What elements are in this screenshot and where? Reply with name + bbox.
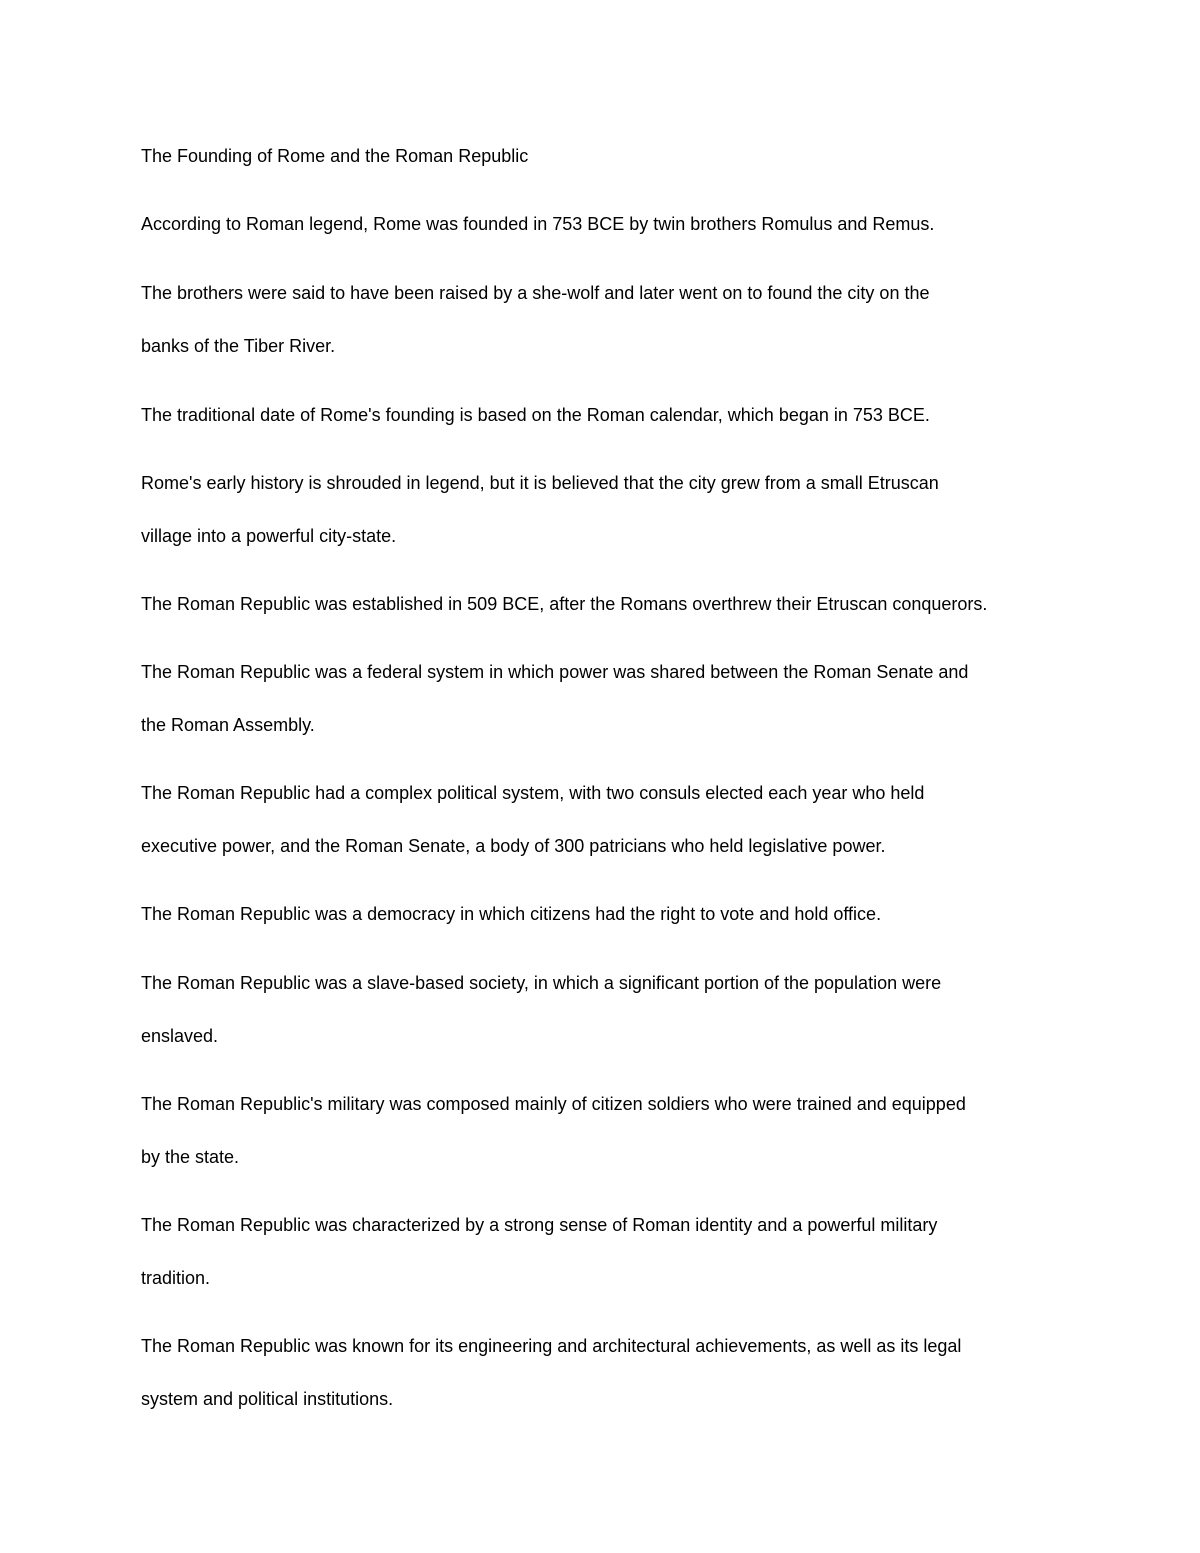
text-line: tradition.: [141, 1268, 211, 1288]
text-line: the Roman Assembly.: [141, 715, 315, 735]
text-line: The Roman Republic was characterized by a strong sense of Roman identity and a powerful military: [141, 1215, 938, 1235]
text-line: The Roman Republic was established in 509 BCE, after the Romans overthrew their Etruscan conquerors.: [141, 594, 988, 614]
text-line: by the state.: [141, 1147, 240, 1167]
text-line: According to Roman legend, Rome was founded in 753 BCE by twin brothers Romulus and Remus.: [141, 214, 935, 234]
text-line: executive power, and the Roman Senate, a body of 300 patricians who held legislative power.: [141, 836, 886, 856]
text-line: The traditional date of Rome's founding is based on the Roman calendar, which began in 753 BCE.: [141, 405, 930, 425]
text-line: system and political institutions.: [141, 1389, 394, 1409]
text-line: The Roman Republic was known for its engineering and architectural achievements, as well as its legal: [141, 1336, 962, 1356]
text-line: banks of the Tiber River.: [141, 336, 336, 356]
text-line: The Roman Republic was a federal system in which power was shared between the Roman Senate and: [141, 662, 969, 682]
text-line: village into a powerful city-state.: [141, 526, 397, 546]
text-line: The Roman Republic was a slave-based society, in which a significant portion of the population were: [141, 973, 942, 993]
text-line: The Roman Republic's military was composed mainly of citizen soldiers who were trained and equipped: [141, 1094, 966, 1114]
document-title: The Founding of Rome and the Roman Republic: [141, 146, 529, 166]
text-line: enslaved.: [141, 1026, 219, 1046]
text-line: The Roman Republic was a democracy in which citizens had the right to vote and hold office.: [141, 904, 882, 924]
text-line: The Roman Republic had a complex political system, with two consuls elected each year who held: [141, 783, 925, 803]
text-line: The brothers were said to have been raised by a she-wolf and later went on to found the city on the: [141, 283, 930, 303]
text-line: Rome's early history is shrouded in legend, but it is believed that the city grew from a small Etruscan: [141, 473, 939, 493]
